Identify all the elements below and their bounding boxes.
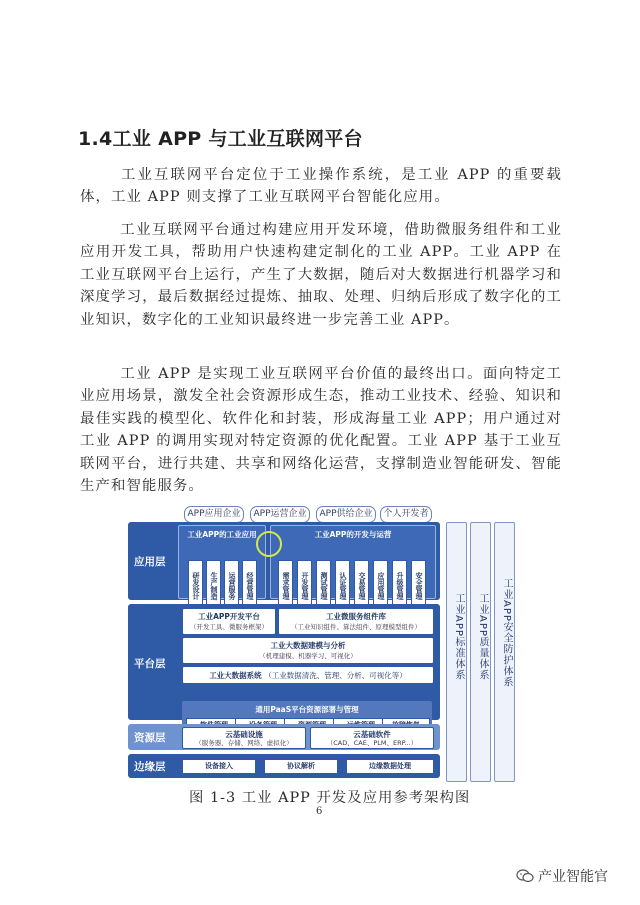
bigdata-system-line	[183, 670, 433, 681]
side-column-security-text: 工业APP安全防护体系	[501, 578, 512, 688]
cloud-software-box	[310, 727, 434, 749]
layers-frame	[128, 522, 440, 780]
page-number: 6	[316, 806, 323, 817]
resource-layer	[128, 724, 440, 750]
top-tag-app-operator: APP运营企业	[250, 506, 310, 523]
side-column-security	[494, 522, 515, 782]
highlight-circle	[256, 531, 282, 557]
devops-item-upgrade: 升级管理	[392, 560, 407, 612]
bigdata-modeling-title: 工业大数据建模与分析	[270, 641, 346, 650]
watermark	[516, 866, 608, 886]
devops-item-requirements: 需求管理	[278, 560, 293, 612]
application-layer-label: 应用层	[134, 556, 166, 568]
devops-item-testing: 测试管理	[316, 560, 331, 612]
app-item-business-mgmt: 经营管理	[242, 560, 257, 612]
bigdata-system-box	[182, 666, 434, 684]
section-heading: 1.4工业 APP 与工业互联网平台	[78, 128, 363, 150]
paragraph-3	[80, 363, 562, 497]
edge-device-access: 设备接入	[182, 759, 256, 774]
paragraph-3-text: 工业 APP 是实现工业互联网平台价值的最终出口。面向特定工业应用场景，激发全社会资源形成生态，推动工业技术、经验、知识和最佳实践的模型化、软件化和封装，形成海量工业 APP；用户通过对工业 APP 的调用实现对特定资源的优化配置。工业 APP 基于工业互联网平台，进行共建、共享和网络化运营，支撑制造业智能研发、智能生产和智能服务。	[80, 366, 562, 495]
side-column-standards	[446, 522, 467, 782]
devops-item-security: 安全管理	[411, 560, 426, 612]
cloud-infra-title: 云基础设施	[225, 730, 263, 739]
devops-item-development: 开发管理	[297, 560, 312, 612]
bigdata-modeling-sub: （机理建模、机器学习、可视化）	[259, 652, 357, 660]
cloud-infra-sub: （服务器、存储、网络、虚拟化）	[195, 739, 293, 747]
bigdata-modeling-box	[182, 637, 434, 664]
paas-title: 通用PaaS平台资源部署与管理	[255, 705, 359, 714]
bigdata-system-sub: （工业数据清洗、管理、分析、可视化等）	[264, 671, 407, 680]
side-column-standards-text: 工业APP标准体系	[453, 593, 464, 681]
edge-layer-label: 边缘层	[134, 761, 166, 773]
app-dev-platform-sub: （开发工具、微服务框架）	[190, 623, 268, 631]
microservice-lib-title: 工业微服务组件库	[326, 612, 386, 621]
bigdata-system-title: 工业大数据系统	[209, 671, 262, 680]
paragraph-1	[80, 164, 562, 209]
cloud-software-title: 云基础软件	[353, 730, 391, 739]
top-tag-individual-dev: 个人开发者	[380, 506, 432, 523]
platform-layer-label: 平台层	[134, 658, 166, 670]
resource-layer-label: 资源层	[134, 732, 166, 744]
devops-item-trading: 交易管理	[354, 560, 369, 612]
paragraph-2	[80, 219, 562, 331]
microservice-lib-box	[278, 608, 434, 635]
cloud-software-sub: （CAD、CAE、PLM、ERP...）	[326, 739, 418, 747]
cloud-infra-box	[182, 727, 306, 749]
figure-caption: 图 1-3 工业 APP 开发及应用参考架构图	[189, 790, 471, 806]
devops-item-application: 应用管理	[373, 560, 388, 612]
industrial-app-panel-title: 工业APP的工业应用	[187, 530, 257, 539]
edge-layer	[128, 754, 440, 778]
wechat-icon	[516, 869, 534, 883]
microservice-lib-sub: （工业知识组件、算法组件、原理模型组件）	[291, 623, 421, 631]
paragraph-2-text: 工业互联网平台通过构建应用开发环境，借助微服务组件和工业应用开发工具，帮助用户快速构建定制化的工业 APP。工业 APP 在工业互联网平台上运行，产生了大数据，随后对大数据进行机器学习和深度学习，最后数据经过提炼、抽取、处理、归纳后形成了数字化的工业知识，数字化的工业知识最终进一步完善工业 APP。	[80, 222, 562, 328]
top-tag-app-supplier: APP供给企业	[316, 506, 376, 523]
side-column-quality-text: 工业APP质量体系	[477, 593, 488, 681]
architecture-diagram	[128, 503, 513, 780]
top-tag-app-user: APP应用企业	[184, 506, 244, 523]
edge-data-processing: 边缘数据处理	[346, 759, 434, 774]
app-dev-platform-title: 工业APP开发平台	[198, 612, 260, 621]
app-dev-ops-panel-title: 工业APP的开发与运营	[314, 530, 392, 539]
watermark-text: 产业智能官	[538, 869, 608, 885]
application-layer	[128, 522, 440, 600]
paragraph-1-text: 工业互联网平台定位于工业操作系统，是工业 APP 的重要载体，工业 APP 则支撑了工业互联网平台智能化应用。	[80, 167, 562, 206]
app-item-operation-service: 运营服务	[224, 560, 239, 612]
app-item-rd-design: 研发设计	[188, 560, 203, 612]
edge-protocol-parsing: 协议解析	[264, 759, 338, 774]
app-item-manufacturing: 生产制造	[206, 560, 221, 612]
side-column-quality	[470, 522, 491, 782]
devops-item-certification: 认证管理	[335, 560, 350, 612]
app-dev-platform-box	[182, 608, 276, 635]
